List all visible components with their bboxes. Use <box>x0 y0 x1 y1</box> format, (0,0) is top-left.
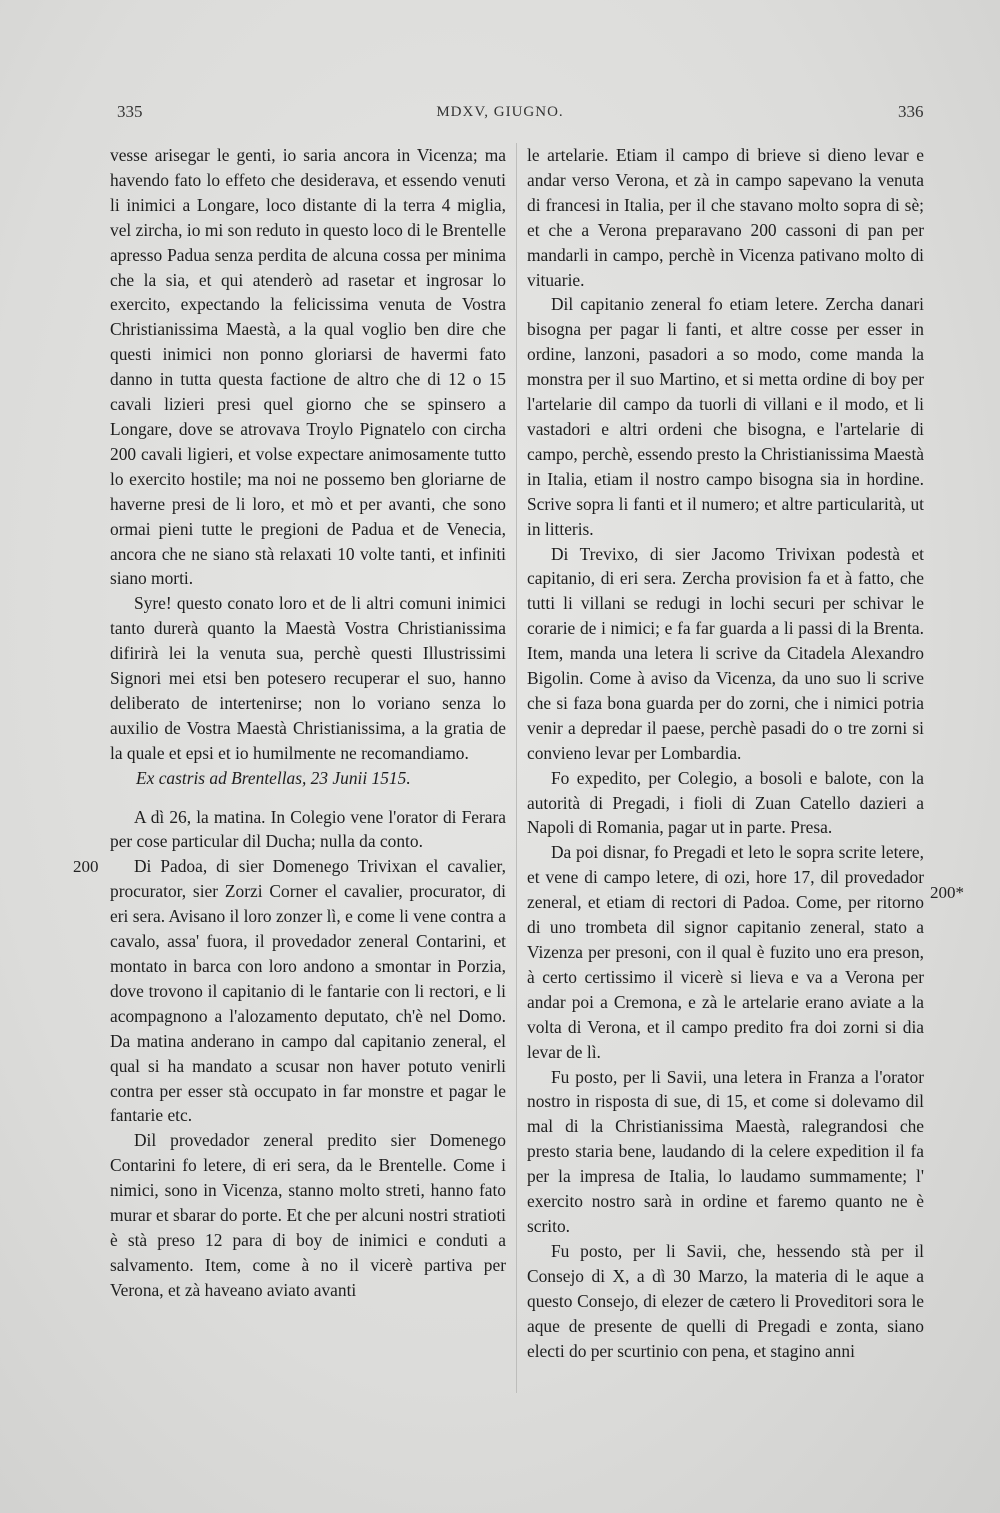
paragraph: Dil capitanio zeneral fo etiam letere. Zercha danari bisogna per pagar li fanti, et altre cosse per esser in ordine, lanzoni, pasadori a so modo, come manda la monstra per il suo Martino, et si metta ordine di boy per l'artelarie dil campo da tuorli di villani e il modo, et li vastadori e altri ordeni che bisogna, e l'artelarie di campo, perchè, essendo presto la Christianissima Maestà in Italia, etiam il nostro campo bisogna sia in hordine. Scrive sopra li fanti et il numero; et altre particularità, ut in litteris. <box>527 294 924 539</box>
paragraph: Da poi disnar, fo Pregadi et leto le sopra scrite letere, et vene di campo letere, di ozi, hore 17, dil provedador zeneral, et etiam di rectori di Padoa. Come, per ritorno di uno trombeta dil signor capitanio zeneral, stato a Vizenza per presoni, con il qual è fuzito uno era preson, à certo certissimo il vicerè si lieva e va a Verona per andar poi a Cremona, e zà le artelarie erano aviate a la volta di Verona, et il campo predito fra doi zorni si dia levar de lì. <box>527 842 924 1062</box>
paragraph: Fu posto, per li Savii, una letera in Franza a l'orator nostro in risposta di sue, di 15, et come si dolevamo dil mal di la Christianissima Maestà, ralegrandosi che presto staria bene, laudando di la celere expedition il fa per la impresa de Italia, lo laudamo summamente; l' exercito nostro sarà in ordine et faremo quanto ne è scrito. <box>527 1066 924 1236</box>
paragraph: Syre! questo conato loro et de li altri comuni inimici tanto durerà quanto la Maestà Vostra Christianissima difirirà lei la venuta sua, perchè questi Illustrissimi Signori mei etsi ben potesero recuperar el suo, hanno deliberato de intertenirse; non lo voriano senza lo auxilio de Vostra Maestà Christianissima, a la gratia de la quale et epsi et io humilmente ne recomandiamo. <box>110 593 506 763</box>
paragraph: Fu posto, per li Savii, che, hessendo stà per il Consejo di X, a dì 30 Marzo, la materia di le aque a questo Consejo, di elezer de cætero li Proveditori sora le aque de presente de quelli di Pregadi e zonta, siano electi do per scurtinio con pena, et stagino anni <box>527 1240 924 1361</box>
page-number-left: 335 <box>117 102 143 121</box>
column-divider <box>516 143 517 1393</box>
margin-note-left: 200 <box>73 857 99 876</box>
margin-note-right: 200* <box>930 883 964 902</box>
dateline: Ex castris ad Brentellas, 23 Junii 1515. <box>136 767 411 788</box>
right-column <box>527 143 924 1363</box>
page-number-right: 336 <box>898 102 924 121</box>
running-head <box>0 102 1000 126</box>
left-column <box>110 143 506 1303</box>
paragraph: Di Trevixo, di sier Jacomo Trivixan podestà et capitanio, di eri sera. Zercha provision fa et à fatto, che tutti li villani se redugi in lochi securi per schivar le corarie de i nimici; e fa far guarda a li passi di la Brenta. Item, manda una letera li scrive da Citadela Alexandro Bigolin. Come à aviso da Vicenza, da uno suo li scrive che si faza bona guarda per do zorni, che i nimici potria venir a depredar il paese, perchè pasadi do o tre zorni si convieno levar per Lombardia. <box>527 543 924 763</box>
paragraph: Fo expedito, per Colegio, a bosoli e balote, con la autorità di Pregadi, i fioli di Zuan Catello dazieri a Napoli di Romania, pagar ut in parte. Presa. <box>527 767 924 838</box>
paragraph: Di Padoa, di sier Domenego Trivixan el cavalier, procurator, sier Zorzi Corner el cavalier, procurator, di eri sera. Avisano il loro zonzer lì, e come li vene contra a cavalo, assa' fuora, il provedador zeneral Contarini, et montato in barca con loro andono a smontar in Porzia, dove trovono il capitanio di le fantarie con li rectori, e li acompagnono a l'alozamento deputato, ch'è nel Domo. Da matina anderano in campo dal capitanio zeneral, el qual si ha mandato a scusar non haver potuto venirli contra per esser stà occupato in far monstre et pagar le fantarie etc. <box>110 856 506 1126</box>
paragraph: vesse arisegar le genti, io saria ancora in Vicenza; ma havendo fato lo effeto che desiderava, et essendo venuti li inimici a Longare, loco distante di la terra 4 miglia, vel zircha, io mi son reduto in questo loco di le Brentelle apresso Padua senza perdita de alcuna cossa per minima che la sia, et qui atenderò ad rasetar et ingrosar lo exercito, expectando la felicissima venuta de Vostra Christianissima Maestà, a la qual voglio ben dire che questi inimici non ponno gloriarsi de havermi fato danno in tutta questa factione de altro che di 12 o 15 cavali lizieri presi quel giorno che se spinsero a Longare, dove se atrovava Troylo Pignatelo con circha 200 cavali ligieri, et volse expectare animosamente tutto lo exercito hostile; ma noi ne possemo ben gloriarne de haverne presi de li loro, et mò et per avanti, che sono ormai pieni tutte le pregioni de Padua et de Venecia, ancora che ne siano stà relaxati 10 volte tanti, et infiniti siano morti. <box>110 145 506 589</box>
paragraph: Dil provedador zeneral predito sier Domenego Contarini fo letere, di eri sera, da le Brentelle. Come i nimici, sono in Vicenza, stanno molto streti, hanno fato murar et sbarar do porte. Et che per alcuni nostri stratioti è stà preso 12 para di boy de inimici e conduti a salvamento. Item, come à no il vicerè partiva per Verona, et zà haveano aviato avanti <box>110 1130 506 1300</box>
paragraph: A dì 26, la matina. In Colegio vene l'orator di Ferara per cose particular dil Ducha; nulla da conto. <box>110 806 506 852</box>
paragraph: le artelarie. Etiam il campo di brieve si dieno levar e andar verso Verona, et zà in campo sapevano la venuta di francesi in Italia, per il che stavano molto sopra di sè; et che a Verona preparavano 200 cassoni di pan per mandarli in campo, perchè in Vicenza pativano molto di vituarie. <box>527 145 924 290</box>
running-title: MDXV, GIUGNO. <box>436 104 564 120</box>
